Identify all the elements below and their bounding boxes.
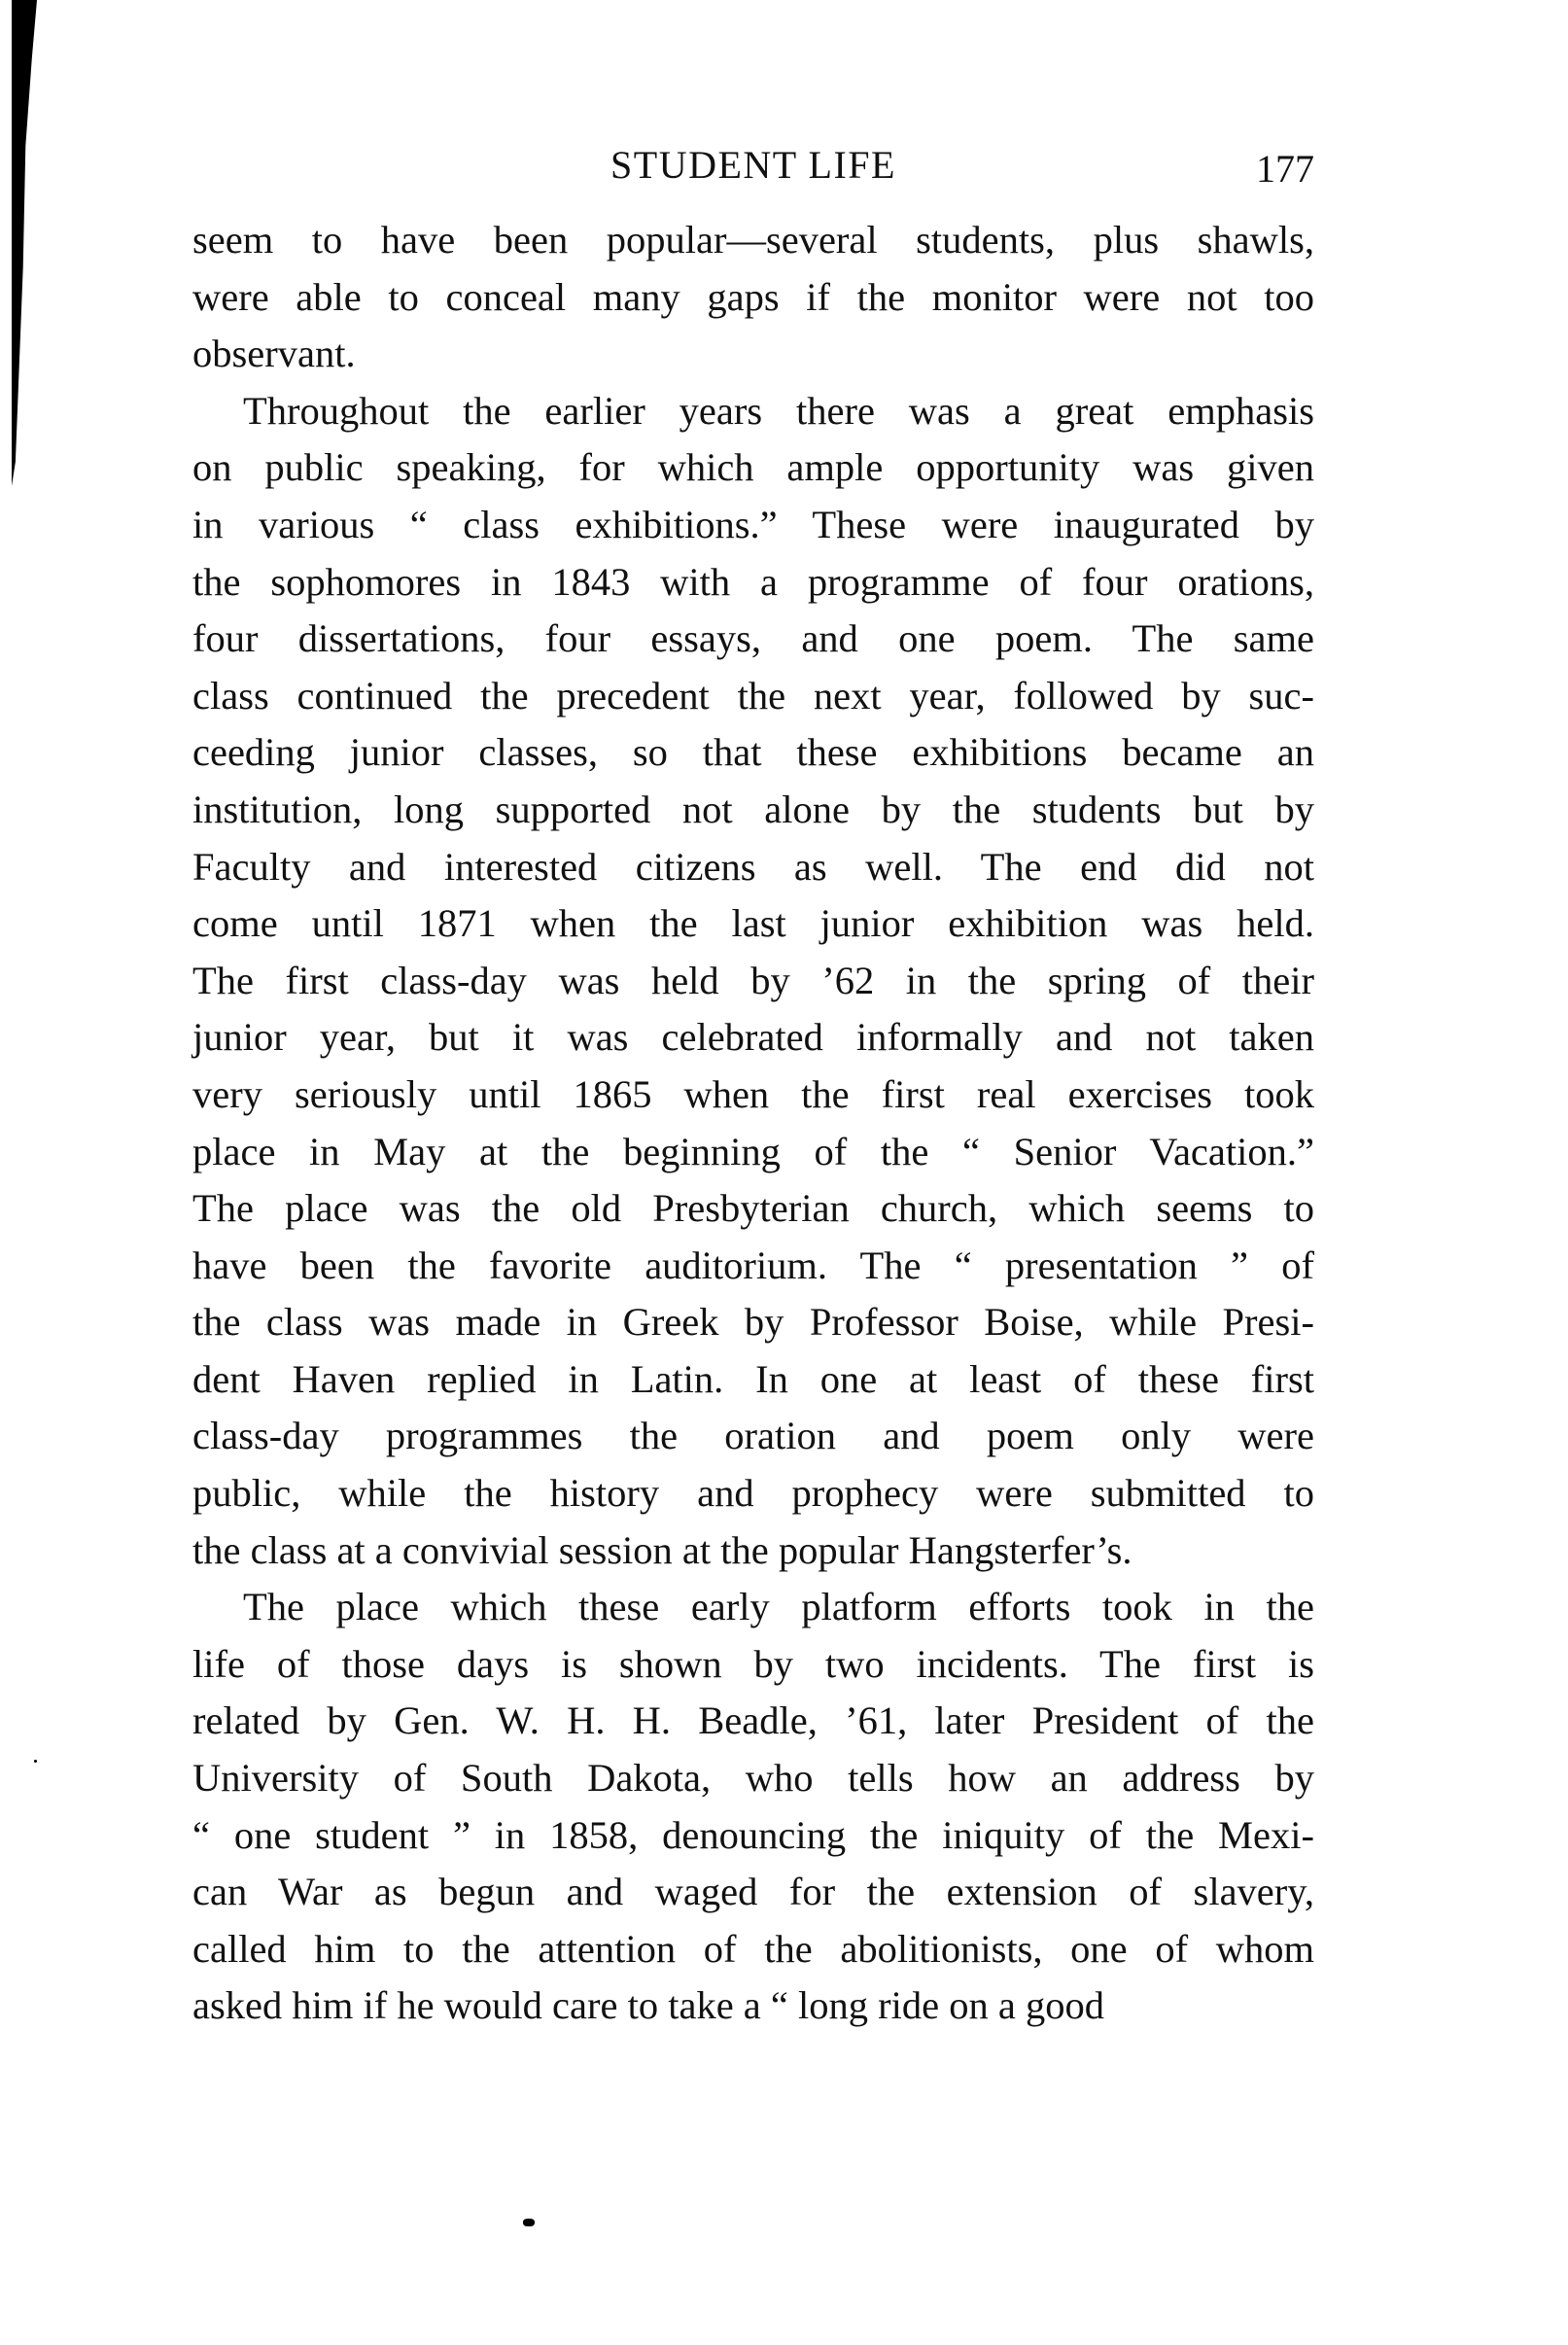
text-line: related by Gen. W. H. H. Beadle, ’61, later President of the bbox=[192, 1698, 1314, 1743]
text-line: “ one student ” in 1858, denouncing the iniquity of the Mexi- bbox=[192, 1812, 1314, 1857]
text-line: the sophomores in 1843 with a programme of four orations, bbox=[192, 559, 1314, 604]
page-number: 177 bbox=[1256, 147, 1314, 191]
page-header bbox=[192, 136, 1314, 194]
text-line: were able to conceal many gaps if the monitor were not too bbox=[192, 274, 1314, 319]
text-line: come until 1871 when the last junior exhibition was held. bbox=[192, 901, 1314, 946]
text-line: The place was the old Presbyterian church, which seems to bbox=[192, 1186, 1314, 1231]
text-line: institution, long supported not alone by the students but by bbox=[192, 787, 1314, 831]
text-line: observant. bbox=[192, 332, 356, 376]
scan-edge-shadow bbox=[12, 0, 37, 486]
paragraph bbox=[192, 1579, 1314, 2035]
text-line: asked him if he would care to take a “ long ride on a good bbox=[192, 1983, 1104, 2028]
scan-speck bbox=[34, 1760, 37, 1763]
text-line: junior year, but it was celebrated informally and not taken bbox=[192, 1015, 1314, 1060]
text-line: the class was made in Greek by Professor Boise, while Presi- bbox=[192, 1300, 1314, 1345]
text-line: the class at a convivial session at the popular Hangsterfer’s. bbox=[192, 1527, 1132, 1572]
text-line: have been the favorite auditorium. The “ presentation ” of bbox=[192, 1242, 1314, 1287]
text-line: can War as begun and waged for the extension of slavery, bbox=[192, 1870, 1314, 1914]
text-line: University of South Dakota, who tells how an address by bbox=[192, 1756, 1314, 1801]
text-line: called him to the attention of the abolitionists, one of whom bbox=[192, 1926, 1314, 1971]
text-line: four dissertations, four essays, and one poem. The same bbox=[192, 616, 1314, 661]
text-line: on public speaking, for which ample opportunity was given bbox=[192, 445, 1314, 490]
text-line: The place which these early platform efforts took in the bbox=[243, 1585, 1314, 1629]
text-line: Faculty and interested citizens as well. The end did not bbox=[192, 844, 1314, 889]
text-line: class-day programmes the oration and poem only were bbox=[192, 1414, 1314, 1458]
scan-speck bbox=[523, 2219, 535, 2226]
text-line: The first class-day was held by ’62 in the spring of their bbox=[192, 958, 1314, 1002]
running-head: STUDENT LIFE bbox=[610, 143, 896, 187]
paragraph bbox=[192, 383, 1314, 1579]
text-line: class continued the precedent the next year, followed by suc- bbox=[192, 673, 1314, 718]
body-text bbox=[192, 212, 1314, 2035]
text-line: public, while the history and prophecy were submitted to bbox=[192, 1471, 1314, 1516]
text-line: place in May at the beginning of the “ Senior Vacation.” bbox=[192, 1129, 1314, 1173]
text-line: seem to have been popular—several students, plus shawls, bbox=[192, 218, 1314, 262]
text-line: Throughout the earlier years there was a great emphasis bbox=[243, 388, 1314, 433]
paragraph bbox=[192, 212, 1314, 383]
text-line: very seriously until 1865 when the first real exercises took bbox=[192, 1071, 1314, 1116]
text-line: in various “ class exhibitions.” These were inaugurated by bbox=[192, 502, 1314, 546]
text-line: ceeding junior classes, so that these exhibitions became an bbox=[192, 730, 1314, 775]
text-line: dent Haven replied in Latin. In one at least of these first bbox=[192, 1356, 1314, 1401]
text-line: life of those days is shown by two incidents. The first is bbox=[192, 1641, 1314, 1686]
